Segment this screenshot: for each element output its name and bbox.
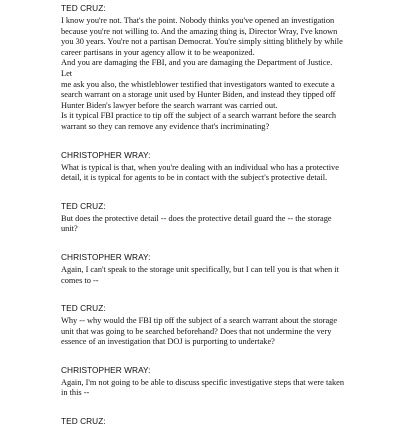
speech-text: I know you're not. That's the point. Nobody thinks you've opened an investigation because you're not willing to. And the amazing thing is, Director Wray, I've known you 30 years. You're not a partisan Democrat. You're simply sitting blithely by while career partisans in your agency allow it to be weaponized. And you are damaging the FBI, and you are damaging the Department of Justice. Let me ask you also, the whistleblower testified that investigators wanted to execute a search warrant on a storage unit used by Hunter Biden, and instead they tipped off Hunter Biden's lawyer before the search warrant was carried out. Is it typical FBI practice to tip off the subject of a search warrant before the search warrant so they can remove any evidence that's incriminating?: [61, 16, 343, 131]
transcript-entry: [61, 365, 345, 399]
transcript-entry: [61, 201, 345, 235]
speaker-label: CHRISTOPHER WRAY:: [61, 149, 151, 160]
transcript-entry: [61, 150, 345, 184]
speaker-label: TED CRUZ:: [61, 303, 106, 314]
speaker-label: CHRISTOPHER WRAY:: [61, 251, 151, 262]
speaker-label: TED CRUZ:: [61, 200, 106, 211]
speaker-label: TED CRUZ:: [61, 416, 106, 427]
speech-text: But does the protective detail -- does the protective detail guard the -- the storage unit?: [61, 213, 332, 234]
transcript-entry: [61, 416, 345, 427]
speaker-label: TED CRUZ:: [61, 3, 106, 13]
speech-text: What is typical is that, when you're dealing with an individual who has a protective detail, it is typical for agents to be in contact with the subject's protective detail.: [61, 162, 339, 183]
transcript-page: [61, 0, 345, 427]
speech-text: Why -- why would the FBI tip off the subject of a search warrant about the storage unit that was going to be searched beforehand? Does that not undermine the very essence of an investigation that DOJ is purporting to undertake?: [61, 316, 338, 347]
transcript-entry: [61, 303, 345, 348]
speaker-label: CHRISTOPHER WRAY:: [61, 364, 151, 375]
speech-text: Again, I can't speak to the storage unit specifically, but I can tell you is that when it comes to --: [61, 264, 339, 285]
speech-text: Again, I'm not going to be able to discuss specific investigative steps that were taken in this --: [61, 377, 345, 398]
transcript-entry: [61, 252, 345, 286]
transcript-entry: [61, 3, 345, 133]
